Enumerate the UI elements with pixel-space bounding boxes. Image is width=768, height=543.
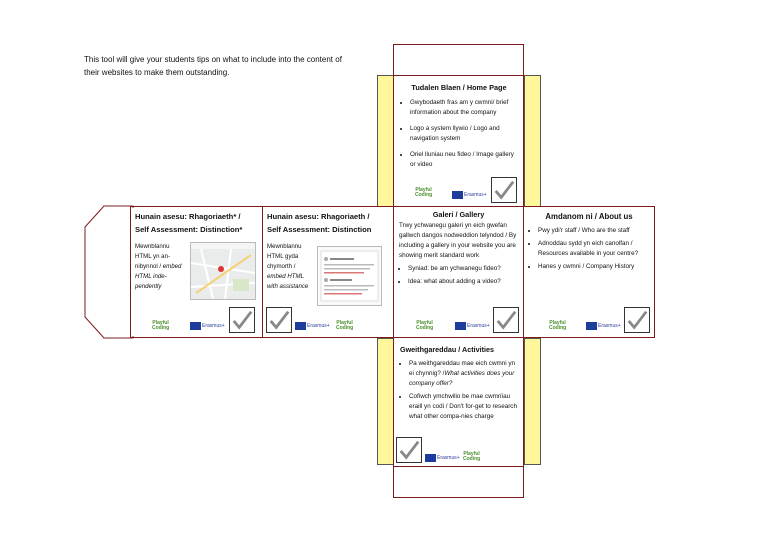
checkbox-icon[interactable] [396, 437, 422, 463]
list-item: • Oriel lluniau neu fideo / Image gallery or video [410, 150, 517, 170]
map-screenshot-image [190, 242, 256, 300]
flap-home-left [377, 75, 394, 207]
flap-home-right [524, 75, 541, 207]
gallery-title: Galeri / Gallery [432, 210, 485, 219]
list-item: • Adnoddau sydd yn eich canolfan / Resources available in your centre? [538, 239, 649, 259]
fold-line [393, 75, 394, 467]
list-item: • Hanes y cwmni / Company History [538, 262, 649, 272]
left-tab [84, 205, 134, 339]
activities-bullets [400, 359, 517, 422]
fold-line [130, 206, 131, 338]
checkbox-icon[interactable] [229, 307, 255, 333]
erasmus-logo: Erasmus+ [425, 454, 460, 462]
self1-title-line1: Hunain asesu: Rhagoriaeth* / [135, 212, 241, 221]
gallery-para: Trwy ychwanegu galeri yn eich gwefan gallwch dangos nodweddion telyndod / By including a gallery in your website you are showing merit standard work [399, 222, 517, 259]
about-bullets [529, 226, 649, 272]
checkbox-icon[interactable] [266, 307, 292, 333]
checkbox-icon[interactable] [491, 177, 517, 203]
erasmus-logo: Erasmus+ [452, 191, 487, 199]
flap-activities-left [377, 338, 394, 465]
list-item: • Pa weithgareddau mae eich cwmni yn ei chynnig? /What activities does your company offer? [409, 359, 517, 389]
playful-coding-logo: Playful Coding [415, 187, 433, 198]
flap-activities-right [524, 338, 541, 465]
gallery-bullets [399, 264, 518, 287]
self2-text: Mewnblannu HTML gyda chymorth / embed HTML with assistance [267, 243, 309, 290]
list-item: • Cofiwch ymchwilio be mae cwmnïau eraill yn codi / Don't for-get to research what other compa-nies charge [409, 392, 517, 422]
fold-line [523, 75, 524, 467]
intro-text: This tool will give your students tips on what to include into the content of their websites to make them outstanding. [84, 55, 342, 77]
list-item: • Idea: what about adding a video? [408, 277, 518, 287]
erasmus-logo: Erasmus+ [295, 322, 330, 330]
checkbox-icon[interactable] [493, 307, 519, 333]
playful-coding-logo: Playful Coding [336, 320, 354, 331]
top-tab [393, 44, 524, 76]
playful-coding-logo: Playful Coding [416, 320, 434, 331]
erasmus-logo: Erasmus+ [586, 322, 621, 330]
self2-title-line1: Hunain asesu: Rhagoriaeth / [267, 212, 370, 221]
fold-line [654, 206, 655, 338]
list-item: • Logo a system llywio / Logo and navigation system [410, 124, 517, 144]
list-item: • Syniad: be am ychwanegu fideo? [408, 264, 518, 274]
bottom-tab [393, 466, 524, 498]
list-item: • Pwy ydi'r staff / Who are the staff [538, 226, 649, 236]
self1-text: Mewnblannu HTML yn an-nibynnol / embed HTML inde-pendently [135, 243, 182, 290]
fold-line [393, 466, 524, 467]
erasmus-logo: Erasmus+ [190, 322, 225, 330]
home-bullets [401, 98, 517, 170]
list-item: • Gwybodaeth fras am y cwmni/ brief information about the company [410, 98, 517, 118]
home-title: Tudalen Blaen / Home Page [411, 83, 507, 92]
fold-line [262, 206, 263, 338]
about-title: Amdanom ni / About us [545, 212, 633, 221]
fold-line [130, 206, 655, 207]
fold-line [393, 75, 524, 76]
self1-title-line2: Self Assessment: Distinction* [135, 225, 243, 234]
self2-title-line2: Self Assessment: Distinction [267, 225, 372, 234]
playful-coding-logo: Playful Coding [152, 320, 170, 331]
playful-coding-logo: Playful Coding [549, 320, 567, 331]
activities-title: Gweithgareddau / Activities [400, 345, 494, 354]
fold-line [130, 337, 655, 338]
erasmus-logo: Erasmus+ [455, 322, 490, 330]
html-embed-screenshot-image [317, 246, 382, 306]
checkbox-icon[interactable] [624, 307, 650, 333]
playful-coding-logo: Playful Coding [463, 451, 481, 462]
